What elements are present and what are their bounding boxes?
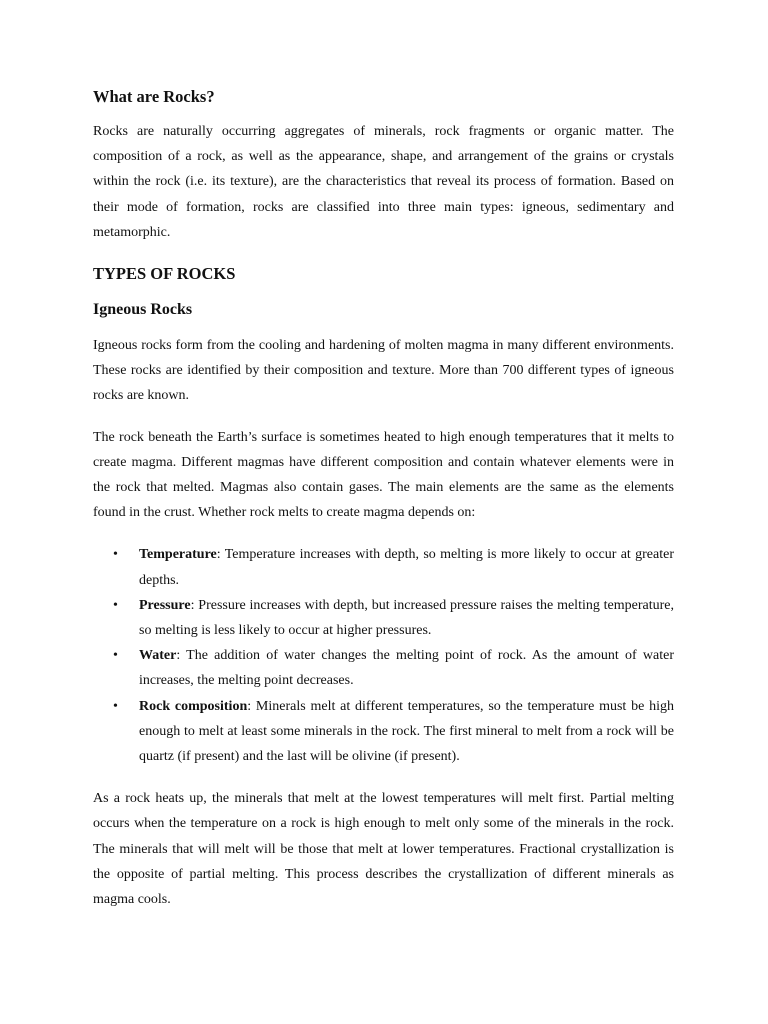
- factor-term: Water: [139, 648, 177, 664]
- section-heading: TYPES OF ROCKS: [93, 264, 236, 284]
- factor-term: Rock composition: [139, 698, 248, 714]
- factor-text: : Pressure increases with depth, but increased pressure raises the melting temperature, so melting is less likely to occur at higher pressures.: [139, 597, 674, 639]
- factor-term: Temperature: [139, 547, 217, 563]
- list-item: [93, 643, 674, 693]
- igneous-paragraph-2: The rock beneath the Earth’s surface is sometimes heated to high enough temperatures that it melts to create magma. Different magmas have different composition and contain whatever elements were in the rock that melted. Magmas also contain gases. The main elements are the same as the elements found in the crust. Whether rock melts to create magma depends on:: [93, 429, 674, 521]
- list-item: [93, 593, 674, 643]
- igneous-heading: Igneous Rocks: [93, 301, 193, 319]
- factor-text: : Minerals melt at different temperatures, so the temperature must be high enough to melt at least some minerals in the rock. The first mineral to melt from a rock will be quartz (if present) and the last will be olivine (if present).: [139, 698, 674, 765]
- intro-paragraph: Rocks are naturally occurring aggregates of minerals, rock fragments or organic matter. The composition of a rock, as well as the appearance, shape, and arrangement of the grains or crystals within the rock (i.e. its texture), are the characteristics that reveal its process of formation. Based on their mode of formation, rocks are classified into three main types: igneous, sedimentary and metamorphic.: [93, 124, 674, 240]
- igneous-paragraph-1: Igneous rocks form from the cooling and hardening of molten magma in many different environments. These rocks are identified by their composition and texture. More than 700 different types of igneous rocks are known.: [93, 338, 674, 404]
- factor-term: Pressure: [139, 597, 191, 613]
- factor-text: : The addition of water changes the melting point of rock. As the amount of water increases, the melting point decreases.: [139, 648, 674, 689]
- bullet-icon: •: [113, 597, 118, 613]
- page-title: What are Rocks?: [93, 87, 215, 106]
- bullet-icon: •: [113, 648, 118, 664]
- document-page: [93, 84, 674, 912]
- melting-factors-list: [93, 542, 674, 769]
- list-item: [93, 542, 674, 592]
- factor-text: : Temperature increases with depth, so melting is more likely to occur at greater depths.: [139, 547, 674, 588]
- igneous-paragraph-3: As a rock heats up, the minerals that melt at the lowest temperatures will melt first. Partial melting occurs when the temperature on a rock is high enough to melt only some of the minerals in the rock. The minerals that will melt will be those that melt at lower temperatures. Fractional crystallization is the opposite of partial melting. This process describes the crystallization of different minerals as magma cools.: [93, 791, 674, 908]
- bullet-icon: •: [113, 698, 118, 714]
- bullet-icon: •: [113, 547, 118, 563]
- list-item: [93, 694, 674, 770]
